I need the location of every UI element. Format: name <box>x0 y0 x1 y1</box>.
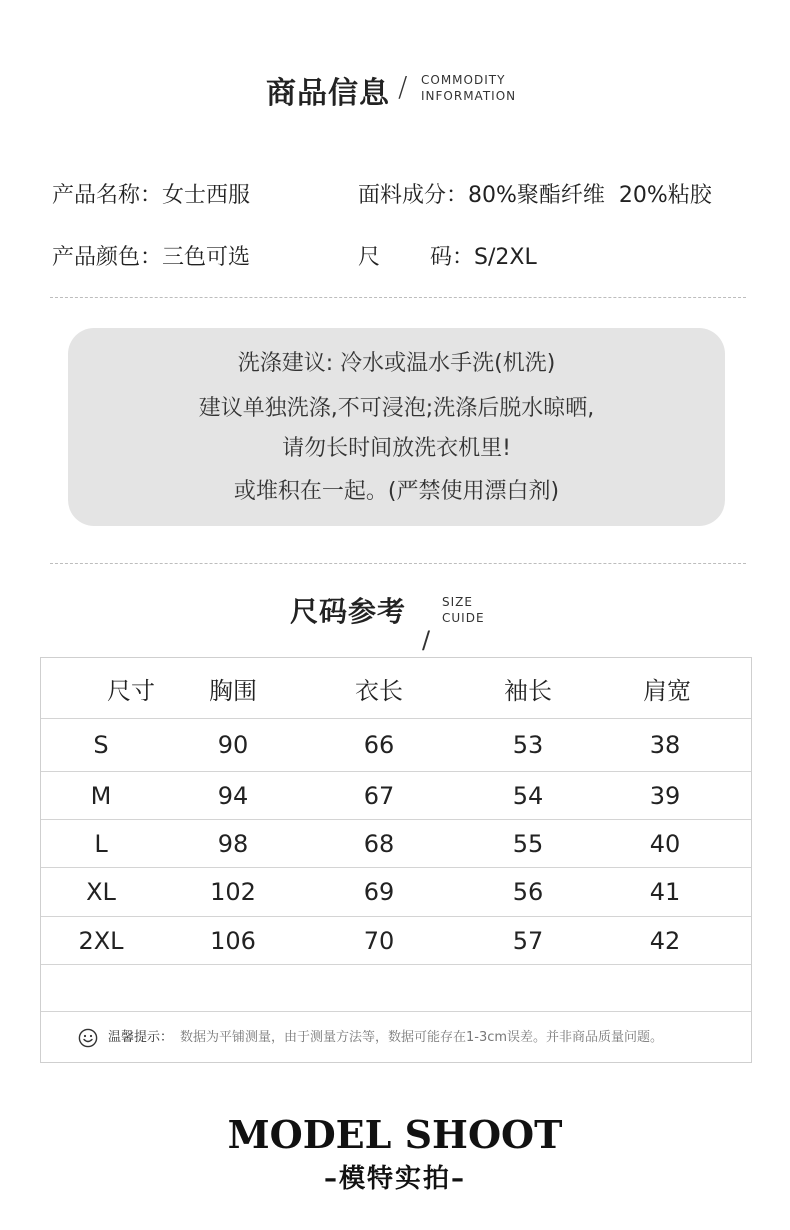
table-cell: 56 <box>512 878 544 906</box>
product-color-value: 三色可选 <box>162 245 251 270</box>
table-cell: 90 <box>217 731 249 759</box>
product-name-label: 产品名称： <box>52 183 163 208</box>
table-cell: 38 <box>649 731 681 759</box>
size-table <box>40 657 752 1063</box>
commodity-title-en-line2: INFORMATION <box>421 89 517 103</box>
table-cell: 2XL <box>78 926 124 955</box>
wash-line-1: 洗涤建议: 冷水或温水手洗(机洗) <box>237 351 556 376</box>
table-cell: 66 <box>363 731 395 759</box>
size-guide-title: 尺码参考 <box>290 595 407 628</box>
wash-instructions-box <box>68 328 725 526</box>
table-cell: M <box>90 781 112 810</box>
table-cell: 40 <box>649 829 681 858</box>
table-cell: 39 <box>649 781 681 810</box>
wash-line-3: 请勿长时间放洗衣机里! <box>282 436 511 461</box>
size-range-value: S/2XL <box>474 245 537 270</box>
model-shoot-subtitle: –模特实拍– <box>323 1164 466 1194</box>
table-cell: 94 <box>217 781 249 810</box>
table-cell: 67 <box>363 781 395 810</box>
commodity-title-en-line1: COMMODITY <box>421 73 506 87</box>
table-cell: 98 <box>217 829 249 858</box>
size-guide-slash: / <box>422 626 431 654</box>
table-row <box>41 772 751 820</box>
size-guide-title-en-line2: CUIDE <box>442 611 485 625</box>
size-range-line <box>358 240 537 271</box>
table-cell: 102 <box>210 878 256 906</box>
size-guide-title-en-line1: SIZE <box>442 595 473 609</box>
measurement-note <box>41 1012 751 1064</box>
table-header-cell: 尺寸 <box>107 676 155 705</box>
table-header-cell: 袖长 <box>504 676 552 705</box>
table-row <box>41 917 751 965</box>
divider-top <box>50 297 746 298</box>
table-cell: 53 <box>512 731 544 759</box>
table-cell: 57 <box>512 926 544 955</box>
table-cell: 41 <box>649 878 681 906</box>
table-header-cell: 胸围 <box>209 676 257 705</box>
product-name-line <box>52 178 250 209</box>
divider-middle <box>50 563 746 564</box>
table-row <box>41 868 751 917</box>
table-header-cell: 肩宽 <box>643 676 691 705</box>
commodity-title-slash: / <box>398 70 408 103</box>
product-name-value: 女士西服 <box>162 183 251 208</box>
table-row <box>41 719 751 772</box>
table-cell: 70 <box>363 926 395 955</box>
smile-icon <box>78 1028 98 1048</box>
model-shoot-title: MODEL SHOOT <box>227 1112 563 1157</box>
table-cell: 54 <box>512 781 544 810</box>
table-cell: 68 <box>363 829 395 858</box>
table-header-row <box>41 658 751 719</box>
table-row <box>41 820 751 868</box>
wash-line-4: 或堆积在一起。(严禁使用漂白剂) <box>233 479 560 504</box>
size-range-label-1: 尺 <box>358 245 381 270</box>
product-color-line <box>52 240 250 271</box>
measurement-note-text: 数据为平铺测量，由于测量方法等，数据可能存在1-3cm误差。并非商品质量问题。 <box>180 1030 664 1045</box>
table-cell: XL <box>86 878 116 906</box>
table-header-cell: 衣长 <box>355 676 403 705</box>
product-color-label: 产品颜色： <box>52 245 163 270</box>
table-cell: 106 <box>210 926 256 955</box>
table-cell: S <box>93 731 109 759</box>
fabric-value: 80%聚酯纤维 20%粘胶 <box>468 183 712 208</box>
table-cell: 55 <box>512 829 544 858</box>
table-cell: 42 <box>649 926 681 955</box>
table-cell: L <box>94 829 108 858</box>
table-empty-row <box>41 965 751 1012</box>
table-cell: 69 <box>363 878 395 906</box>
wash-line-2: 建议单独洗涤,不可浸泡;洗涤后脱水晾晒, <box>198 396 595 421</box>
fabric-label: 面料成分： <box>358 183 469 208</box>
commodity-title-en <box>421 72 516 104</box>
measurement-note-label: 温馨提示： <box>108 1030 174 1045</box>
size-guide-title-en <box>442 594 485 626</box>
commodity-title: 商品信息 <box>266 76 390 111</box>
size-range-label-2: 码： <box>430 245 475 270</box>
fabric-line <box>358 178 712 209</box>
